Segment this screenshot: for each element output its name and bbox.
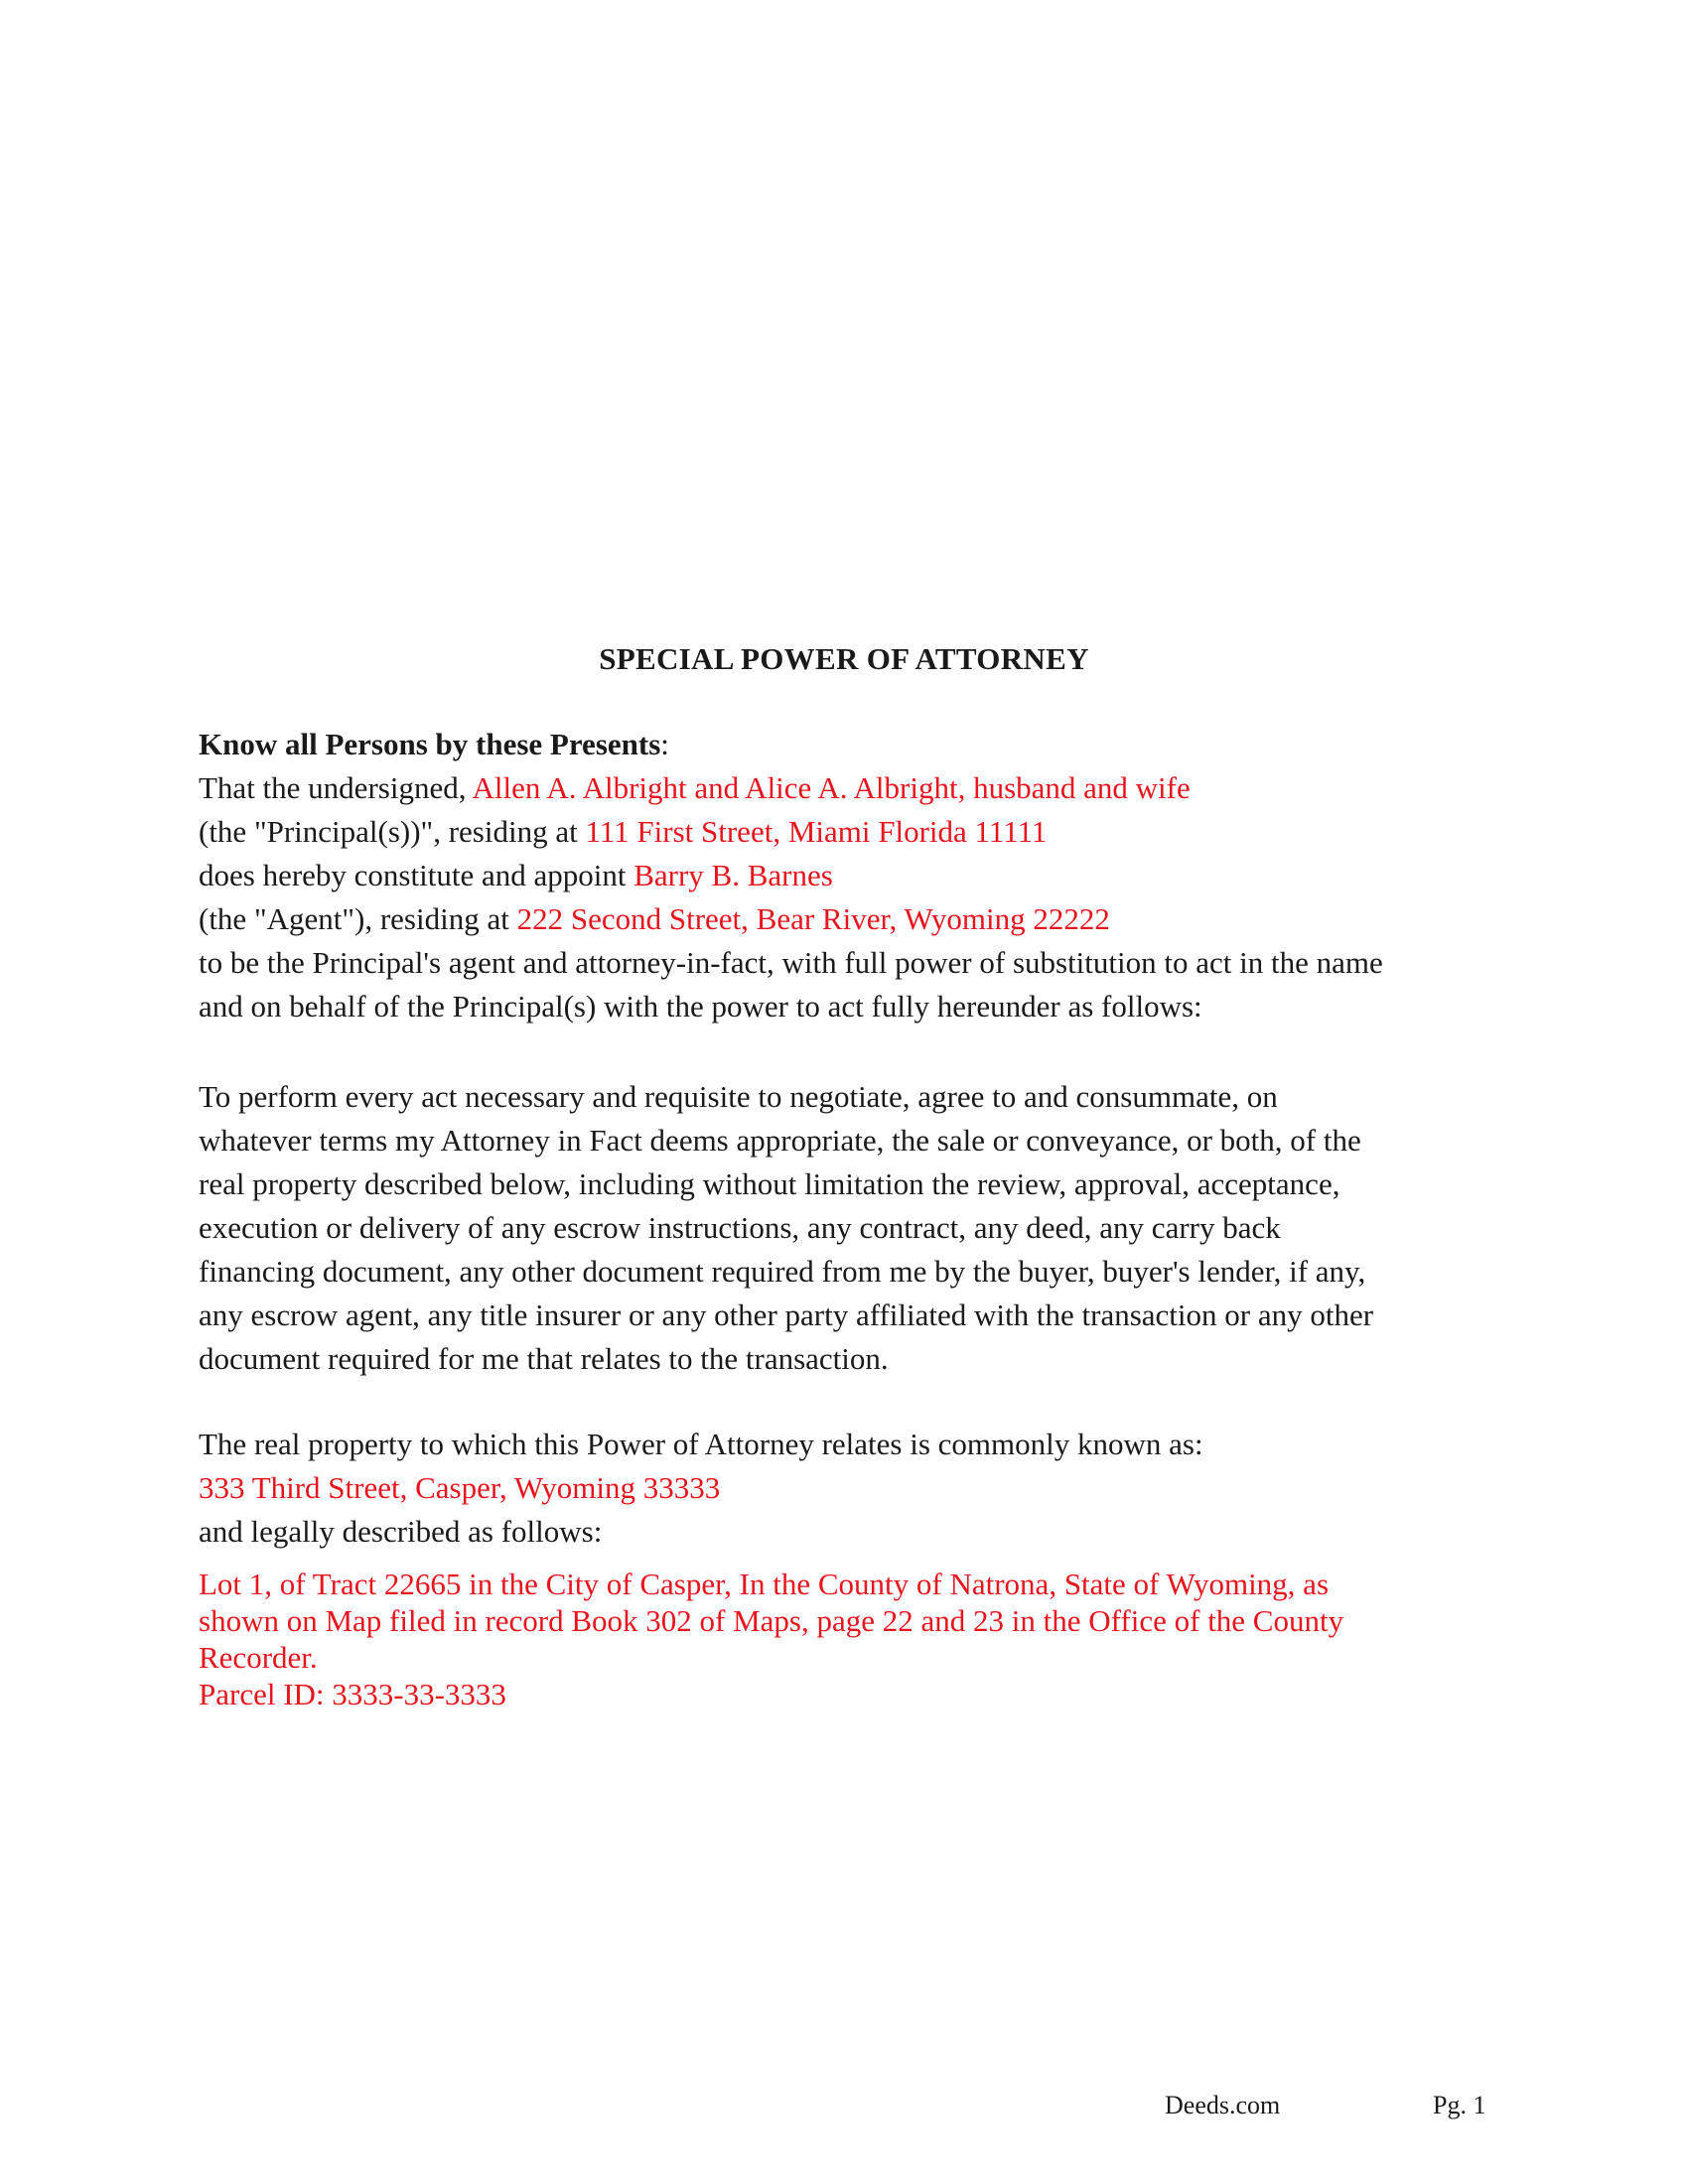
- property-block: [199, 1423, 1489, 1554]
- legal-description-line: Lot 1, of Tract 22665 in the City of Casper, In the County of Natrona, State of Wyoming, as: [199, 1567, 1330, 1601]
- agent-address: 222 Second Street, Bear River, Wyoming 22222: [516, 901, 1110, 936]
- principal-address: 111 First Street, Miami Florida 11111: [585, 814, 1048, 849]
- property-known-as-label: The real property to which this Power of Attorney relates is commonly known as:: [199, 1427, 1203, 1461]
- legal-description: [199, 1566, 1489, 1712]
- powers-line: whatever terms my Attorney in Fact deems appropriate, the sale or conveyance, or both, of the: [199, 1123, 1361, 1158]
- principal-line: [199, 766, 1489, 810]
- footer-page-number: Pg. 1: [1433, 2091, 1486, 2119]
- property-legal-label: and legally described as follows:: [199, 1514, 603, 1549]
- agent-line: [199, 854, 1489, 897]
- legal-description-line: Recorder.: [199, 1640, 318, 1675]
- agent-address-line: [199, 897, 1489, 941]
- agent-line-prefix: does hereby constitute and appoint: [199, 858, 634, 892]
- principal-names: Allen A. Albright and Alice A. Albright, husband and wife: [472, 770, 1191, 805]
- powers-line: execution or delivery of any escrow instructions, any contract, any deed, any carry back: [199, 1210, 1281, 1245]
- document-title: SPECIAL POWER OF ATTORNEY: [599, 641, 1089, 676]
- intro-heading-line: [199, 723, 1489, 766]
- powers-paragraph: [199, 1075, 1489, 1381]
- intro-line-5: to be the Principal's agent and attorney-in-fact, with full power of substitution to act in the name: [199, 945, 1383, 980]
- principal-address-line: [199, 810, 1489, 854]
- powers-line: To perform every act necessary and requisite to negotiate, agree to and consummate, on: [199, 1079, 1278, 1114]
- powers-line: financing document, any other document required from me by the buyer, buyer's lender, if any,: [199, 1254, 1366, 1289]
- agent-address-prefix: (the "Agent"), residing at: [199, 901, 517, 936]
- principal-address-prefix: (the "Principal(s))", residing at: [199, 814, 586, 849]
- powers-line: real property described below, including without limitation the review, approval, acceptance,: [199, 1166, 1340, 1201]
- powers-line: any escrow agent, any title insurer or any other party affiliated with the transaction or any other: [199, 1297, 1374, 1332]
- intro-block: [199, 723, 1489, 1028]
- agent-name: Barry B. Barnes: [633, 858, 833, 892]
- intro-heading-colon: :: [660, 727, 669, 761]
- intro-line-6: and on behalf of the Principal(s) with the power to act fully hereunder as follows:: [199, 989, 1202, 1024]
- legal-description-line: shown on Map filed in record Book 302 of Maps, page 22 and 23 in the Office of the County: [199, 1603, 1344, 1638]
- principal-line-prefix: That the undersigned,: [199, 770, 473, 805]
- property-address: 333 Third Street, Casper, Wyoming 33333: [199, 1470, 721, 1505]
- parcel-id: Parcel ID: 3333-33-3333: [199, 1677, 506, 1711]
- footer-site: Deeds.com: [1165, 2091, 1281, 2119]
- powers-line: document required for me that relates to the transaction.: [199, 1341, 889, 1376]
- intro-heading: Know all Persons by these Presents: [199, 727, 661, 761]
